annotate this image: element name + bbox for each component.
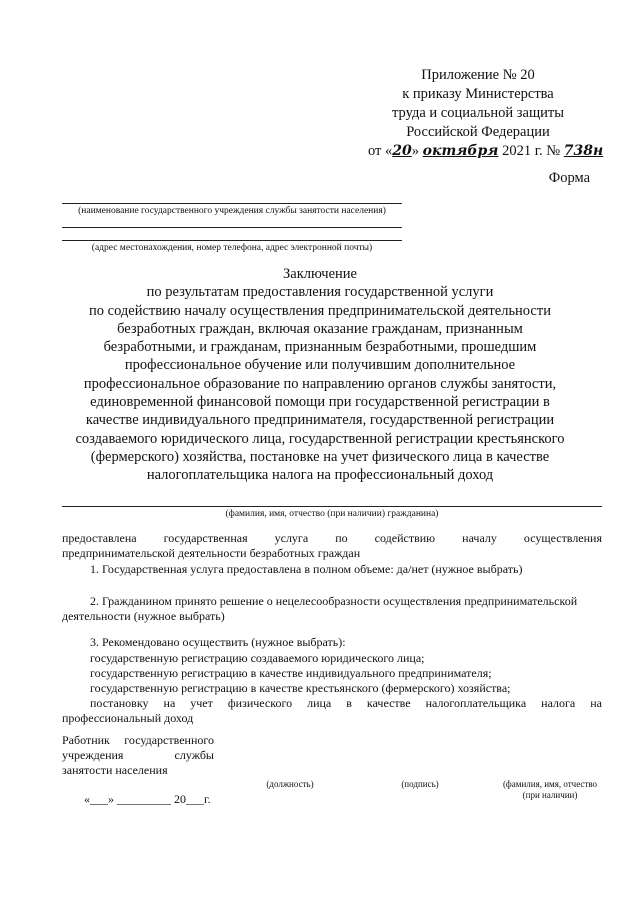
handwritten-day: 20 — [392, 143, 412, 159]
form-label: Форма — [548, 170, 590, 186]
worker-line-1: Работник государственного — [62, 733, 214, 747]
institution-name-line — [62, 203, 402, 204]
worker-line-2: учреждения службы — [62, 748, 214, 762]
title-line: единовременной финансовой помощи при государственной регистрации в — [90, 394, 550, 411]
date-year: 2021 г. № — [498, 143, 564, 159]
institution-caption: (наименование государственного учреждения службы занятости населения) — [78, 206, 386, 216]
appendix-line-3: труда и социальной защиты — [392, 105, 564, 121]
option-entrepreneur: государственную регистрацию в качестве индивидуального предпринимателя; — [90, 666, 492, 680]
title-line: по содействию началу осуществления предпринимательской деятельности — [89, 302, 551, 319]
intro-line-1: предоставлена государственная услуга по содействию началу осуществления — [62, 531, 602, 545]
address-caption: (адрес местонахождения, номер телефона, адрес электронной почты) — [91, 243, 373, 253]
title-heading: Заключение — [283, 266, 357, 282]
intro-line-2: предпринимательской деятельности безработных граждан — [62, 546, 361, 560]
worker-line-3: занятости населения — [62, 763, 168, 777]
address-line-2 — [62, 240, 402, 241]
appendix-block — [368, 66, 604, 161]
citizen-name-line — [62, 506, 602, 507]
title-line: профессиональное обучение или получившим дополнительное — [124, 357, 516, 374]
item-1: 1. Государственная услуга предоставлена в полном объеме: да/нет (нужное выбрать) — [90, 562, 523, 576]
appendix-line-1: Приложение № 20 — [421, 67, 535, 83]
date-mid: » — [411, 143, 420, 159]
name-caption-line-2: (при наличии) — [522, 790, 578, 800]
option-tax-line-1: постановку на учет физического лица в качестве налогоплательщика налога на — [90, 696, 602, 710]
name-caption-line-1: (фамилия, имя, отчество — [502, 779, 598, 789]
item-3: 3. Рекомендовано осуществить (нужное выбрать): — [90, 635, 346, 649]
title-line: безработными, и гражданам, признанным безработными, прошедшим — [103, 339, 537, 356]
address-line-1 — [62, 227, 402, 228]
title-line: (фермерского) хозяйства, постановке на учет физического лица в качестве — [90, 448, 550, 465]
position-caption: (должность) — [266, 779, 314, 789]
handwritten-month: октября — [422, 143, 499, 159]
title-line: профессиональное образование по направлению органов службы занятости, — [83, 375, 557, 392]
title-line: налогоплательщика налога на профессиональный доход — [146, 467, 494, 484]
signature-caption: (подпись) — [401, 779, 439, 789]
handwritten-order-number: 738н — [563, 143, 604, 159]
date-line: «___» _________ 20___г. — [84, 792, 211, 806]
title-line: создаваемого юридического лица, государственной регистрации крестьянского — [75, 430, 565, 447]
title-line: по результатам предоставления государственной услуги — [146, 284, 494, 301]
option-farm: государственную регистрацию в качестве крестьянского (фермерского) хозяйства; — [90, 681, 511, 695]
option-legal-entity: государственную регистрацию создаваемого юридического лица; — [90, 651, 425, 665]
title-line: безработных граждан, включая оказание гражданам, признанным — [117, 320, 523, 337]
document-title — [55, 265, 585, 485]
item-2-line-2: деятельности (нужное выбрать) — [62, 609, 225, 623]
appendix-line-4: Российской Федерации — [406, 124, 550, 140]
item-2-line-1: 2. Гражданином принято решение о нецелесообразности осуществления предпринимательской — [90, 594, 578, 608]
appendix-line-2: к приказу Министерства — [402, 86, 554, 102]
date-prefix: от « — [368, 143, 393, 159]
citizen-caption: (фамилия, имя, отчество (при наличии) гражданина) — [225, 509, 439, 519]
appendix-date-line — [368, 142, 604, 161]
title-line: качестве индивидуального предпринимателя, государственной регистрации — [85, 412, 555, 429]
option-tax-line-2: профессиональный доход — [62, 711, 194, 725]
